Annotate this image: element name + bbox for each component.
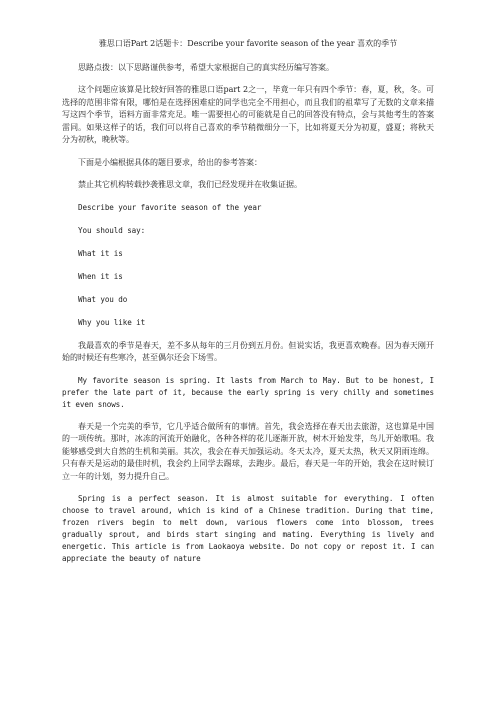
answer-paragraph-en: Spring is a perfect season. It is almost suitable for everything. I often choose to travel around, which is kind of a Chinese tradition. During that time, frozen rivers begin to melt down, various flowers come into blossom, trees gradually sprout, and birds start singing and mating. Everything is lively and energetic. This article is from Laokaoya website. Do not copy or repost it. I can appreciate the beauty of nature bbox=[62, 494, 434, 563]
document-title: 雅思口语Part 2话题卡：Describe your favorite season of the year 喜欢的季节 bbox=[98, 39, 398, 48]
answer-paragraph-cn: 我最喜欢的季节是春天，差不多从每年的三月份到五月份。但说实话，我更喜欢晚春。因为春天刚开始的时候还有些寒冷，甚至偶尔还会下场雪。 bbox=[62, 340, 434, 362]
answer-intro-paragraph: 下面是小编根据具体的题目要求，给出的参考答案： bbox=[78, 157, 262, 167]
cue-card-prompt: You should say: bbox=[78, 225, 146, 235]
cue-card-point: What you do bbox=[78, 294, 128, 304]
copyright-notice: 禁止其它机构转载抄袭雅思文章，我们已经发现并在收集证据。 bbox=[78, 180, 302, 189]
intro-paragraph: 思路点拨：以下思路谨供参考，希望大家根据自己的真实经历编写答案。 bbox=[78, 62, 334, 72]
cue-card-topic: Describe your favorite season of the year bbox=[78, 202, 262, 212]
answer-paragraph-cn: 春天是一个完美的季节，它几乎适合做所有的事情。首先，我会选择在春天出去旅游，这也算是中国的一项传统。那时，冰冻的河流开始融化，各种各样的花儿逐渐开放，树木开始发芽，鸟儿开始歌唱。我能够感受到大自然的生机和美丽。其次，我会在春天加强运动。冬天太冷，夏天太热，秋天又阴雨连绵。只有春天是运动的最佳时机，我会约上同学去踢球，去跑步。最后，春天是一年的开始，我会在这时候订立一年的计划，努力提升自己。 bbox=[62, 421, 434, 481]
answer-paragraph-en: My favorite season is spring. It lasts from March to May. But to be honest, I prefer the late part of it, because the early spring is very chilly and sometimes it even snows. bbox=[62, 375, 434, 409]
cue-card-point: Why you like it bbox=[78, 317, 146, 327]
document-body bbox=[62, 38, 434, 575]
cue-card-point: When it is bbox=[78, 271, 123, 281]
analysis-paragraph: 这个问题应该算是比较好回答的雅思口语part 2之一，毕竟一年只有四个季节：春，夏，秋，冬。可选择的范围非常有限，哪怕是在选择困难症的同学也完全不用担心，而且我们的祖辈写了无数的文章来描写这四个季节，语料方面非常充足。唯一需要担心的可能就是自己的回答没有特点，会与其他考生的答案雷同。如果这样子的话，我们可以将自己喜欢的季节稍微细分一下，比如将夏天分为初夏，盛夏；将秋天分为初秋，晚秋等。 bbox=[62, 85, 434, 144]
cue-card-point: What it is bbox=[78, 248, 123, 258]
